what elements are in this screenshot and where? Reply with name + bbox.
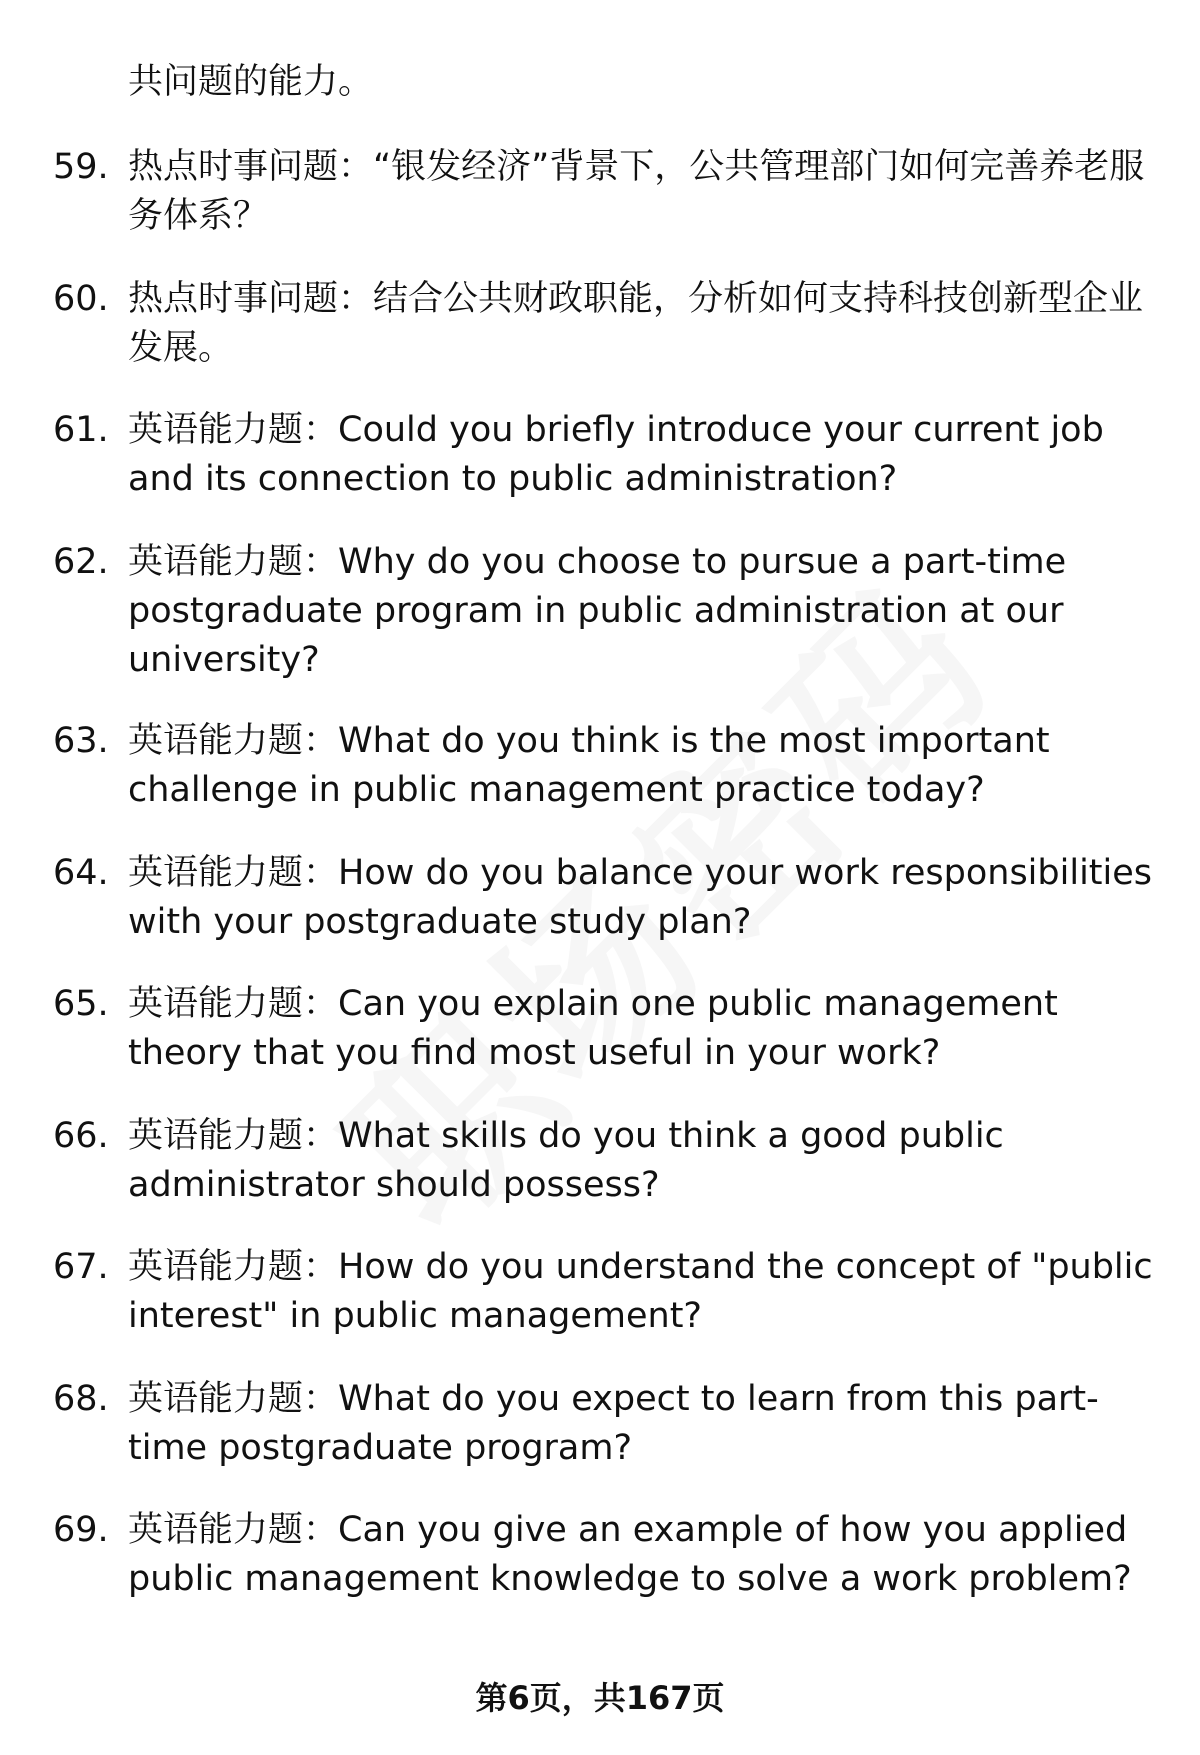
question-number: 68. bbox=[53, 1379, 109, 1419]
page-footer: 第6页，共167页 bbox=[475, 1679, 725, 1717]
question-text: 英语能力题：How do you balance your work responsibilities with your postgraduate study plan? bbox=[128, 853, 1153, 942]
question-number: 67. bbox=[53, 1247, 109, 1287]
continuation-text: 共问题的能力。 bbox=[128, 62, 374, 102]
question-text: 热点时事问题：“银发经济”背景下，公共管理部门如何完善养老服务体系？ bbox=[128, 147, 1145, 236]
question-number: 60. bbox=[53, 279, 109, 319]
question-text: 英语能力题：Can you give an example of how you applied public management knowledge to solve a work problem? bbox=[128, 1510, 1132, 1599]
question-text: 英语能力题：Could you briefly introduce your current job and its connection to public administration? bbox=[128, 410, 1104, 499]
question-number: 59. bbox=[53, 147, 109, 187]
question-number: 63. bbox=[53, 721, 109, 761]
question-number: 64. bbox=[53, 853, 109, 893]
question-number: 62. bbox=[53, 542, 109, 582]
question-text: 英语能力题：What do you think is the most important challenge in public management practice today? bbox=[128, 721, 1050, 810]
question-number: 61. bbox=[53, 410, 109, 450]
question-number: 69. bbox=[53, 1510, 109, 1550]
question-text: 英语能力题：How do you understand the concept of "public interest" in public management? bbox=[128, 1247, 1153, 1336]
question-number: 65. bbox=[53, 984, 109, 1024]
question-text: 英语能力题：What skills do you think a good public administrator should possess? bbox=[128, 1116, 1004, 1205]
question-number: 66. bbox=[53, 1116, 109, 1156]
question-text: 热点时事问题：结合公共财政职能，分析如何支持科技创新型企业发展。 bbox=[128, 279, 1144, 368]
question-text: 英语能力题：Can you explain one public management theory that you find most useful in your work? bbox=[128, 984, 1058, 1073]
question-text: 英语能力题：What do you expect to learn from this part-time postgraduate program? bbox=[128, 1379, 1099, 1468]
question-text: 英语能力题：Why do you choose to pursue a part-time postgraduate program in public administration at our university? bbox=[128, 542, 1067, 680]
